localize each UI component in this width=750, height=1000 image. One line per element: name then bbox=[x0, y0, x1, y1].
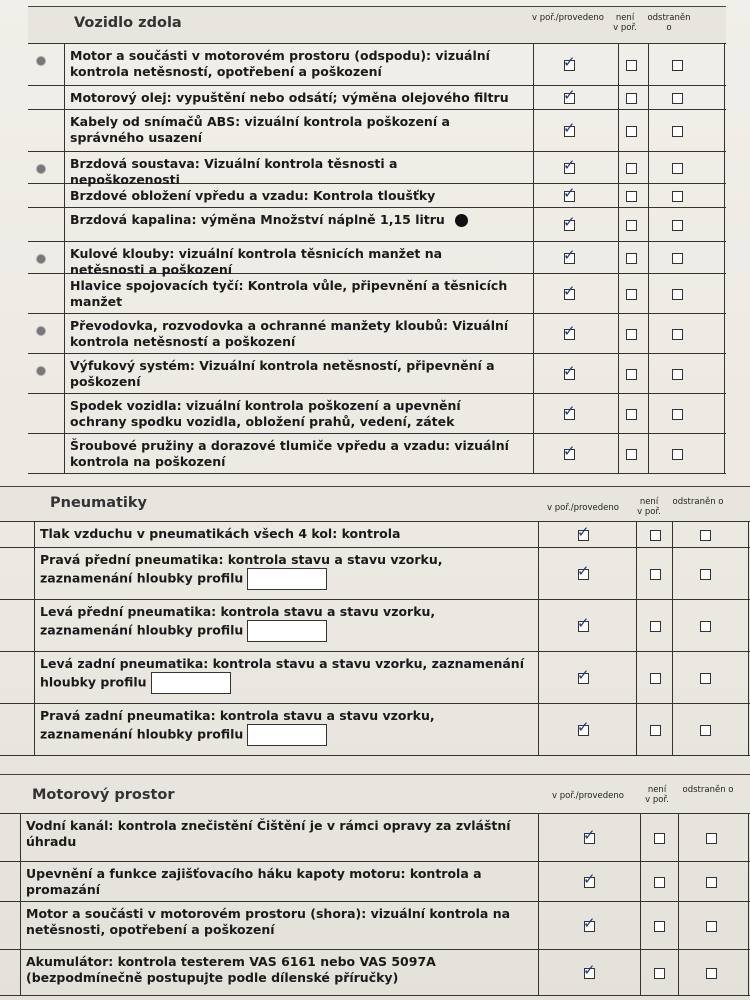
column-divider bbox=[64, 152, 65, 183]
row-label-text: Akumulátor: kontrola testerem VAS 6161 nebo VAS 5097A (bezpodmínečně postupujte podle dílenské příručky) bbox=[26, 954, 436, 985]
row-label-text: Motor a součásti v motorovém prostoru (shora): vizuální kontrola na netěsnosti, opotřebení a poškození bbox=[26, 906, 511, 937]
column-divider bbox=[724, 354, 725, 393]
checkmark-icon: ✓ bbox=[563, 322, 576, 340]
checklist-row bbox=[28, 354, 726, 394]
row-label bbox=[70, 90, 510, 106]
checklist-row bbox=[28, 208, 726, 242]
column-divider bbox=[618, 44, 619, 85]
column-divider bbox=[618, 152, 619, 183]
column-divider bbox=[672, 548, 673, 599]
column-divider bbox=[618, 434, 619, 473]
row-label bbox=[26, 906, 526, 938]
column-divider bbox=[724, 110, 725, 151]
column-divider bbox=[724, 274, 725, 313]
column-divider bbox=[20, 814, 21, 861]
row-label bbox=[40, 604, 530, 642]
column-divider bbox=[618, 274, 619, 313]
column-divider bbox=[678, 902, 679, 949]
column-divider bbox=[533, 208, 534, 241]
column-divider bbox=[64, 394, 65, 433]
row-label-text: Kulové klouby: vizuální kontrola těsnicích manžet na netěsnosti a poškození bbox=[70, 246, 443, 277]
column-header-not-ok: není v poř. bbox=[613, 13, 637, 33]
column-divider bbox=[648, 44, 649, 85]
column-divider bbox=[538, 814, 539, 861]
column-divider bbox=[34, 548, 35, 599]
row-label bbox=[40, 552, 530, 590]
checkbox-fixed[interactable] bbox=[700, 673, 711, 684]
column-divider bbox=[64, 44, 65, 85]
row-label-text: Motorový olej: vypuštění nebo odsátí; výměna olejového filtru bbox=[70, 90, 509, 105]
checkbox-not-ok[interactable] bbox=[626, 163, 637, 174]
column-divider bbox=[748, 902, 749, 949]
column-divider bbox=[64, 184, 65, 207]
row-label-text: Brzdová soustava: Vizuální kontrola těsnosti a nepoškozenosti bbox=[70, 156, 398, 187]
column-divider bbox=[648, 274, 649, 313]
checkbox-fixed[interactable] bbox=[700, 569, 711, 580]
column-divider bbox=[533, 394, 534, 433]
checkbox-not-ok[interactable] bbox=[626, 126, 637, 137]
bullet-icon bbox=[36, 366, 46, 376]
checklist-row bbox=[28, 184, 726, 208]
checklist-row bbox=[0, 548, 750, 600]
column-divider bbox=[748, 600, 749, 651]
row-label bbox=[70, 438, 510, 470]
checklist-row bbox=[28, 110, 726, 152]
checklist-row bbox=[0, 652, 750, 704]
row-label bbox=[70, 188, 510, 204]
section-title: Vozidlo zdola bbox=[74, 15, 182, 31]
checklist-row bbox=[0, 950, 750, 996]
section-header bbox=[28, 7, 726, 44]
checkbox-not-ok[interactable] bbox=[626, 289, 637, 300]
checkbox-not-ok[interactable] bbox=[626, 93, 637, 104]
checkmark-icon: ✓ bbox=[563, 213, 576, 231]
row-label bbox=[40, 708, 530, 746]
checkmark-icon: ✓ bbox=[563, 86, 576, 104]
column-divider bbox=[64, 314, 65, 353]
column-header-not-ok: není v poř. bbox=[637, 497, 661, 517]
column-divider bbox=[648, 314, 649, 353]
checkmark-icon: ✓ bbox=[563, 402, 576, 420]
section-motorovy-prostor bbox=[0, 774, 750, 996]
checkbox-fixed[interactable] bbox=[672, 191, 683, 202]
column-divider bbox=[724, 394, 725, 433]
row-label bbox=[26, 954, 526, 986]
checkbox-fixed[interactable] bbox=[672, 449, 683, 460]
bullet-icon bbox=[36, 254, 46, 264]
column-divider bbox=[724, 314, 725, 353]
column-header-done: v poř./provedeno bbox=[552, 791, 624, 801]
checklist-row bbox=[0, 522, 750, 548]
column-divider bbox=[533, 184, 534, 207]
row-label bbox=[40, 526, 530, 542]
checkbox-fixed[interactable] bbox=[706, 833, 717, 844]
checkmark-icon: ✓ bbox=[563, 362, 576, 380]
column-divider bbox=[648, 394, 649, 433]
section-header bbox=[0, 775, 750, 814]
checklist-row bbox=[0, 862, 750, 902]
row-label bbox=[70, 318, 510, 350]
column-divider bbox=[533, 434, 534, 473]
row-label bbox=[70, 114, 510, 146]
checklist-row bbox=[0, 814, 750, 862]
row-label bbox=[70, 212, 510, 228]
checkbox-not-ok[interactable] bbox=[626, 220, 637, 231]
column-divider bbox=[20, 862, 21, 901]
column-divider bbox=[636, 600, 637, 651]
column-divider bbox=[724, 242, 725, 273]
column-divider bbox=[748, 950, 749, 995]
column-divider bbox=[20, 902, 21, 949]
row-label-text: Spodek vozidla: vizuální kontrola poškození a upevnění ochrany spodku vozidla, obložení prahů, vedení, zátek bbox=[70, 398, 461, 429]
column-divider bbox=[538, 522, 539, 547]
checkmark-icon: ✓ bbox=[577, 614, 590, 632]
column-divider bbox=[533, 44, 534, 85]
checkmark-icon: ✓ bbox=[563, 246, 576, 264]
bullet-icon bbox=[36, 326, 46, 336]
column-header-not-ok: není v poř. bbox=[645, 785, 669, 805]
column-header-fixed: odstraněn o bbox=[672, 497, 724, 507]
row-label-text: Brzdové obložení vpředu a vzadu: Kontrola tloušťky bbox=[70, 188, 436, 203]
column-divider bbox=[533, 314, 534, 353]
column-divider bbox=[618, 314, 619, 353]
checklist-row bbox=[28, 274, 726, 314]
row-label-text: Šroubové pružiny a dorazové tlumiče vpředu a vzadu: vizuální kontrola na poškození bbox=[70, 438, 509, 469]
bullet-icon bbox=[36, 56, 46, 66]
checkbox-fixed[interactable] bbox=[672, 163, 683, 174]
checkbox-fixed[interactable] bbox=[706, 877, 717, 888]
checkbox-fixed[interactable] bbox=[672, 369, 683, 380]
checkbox-not-ok[interactable] bbox=[650, 569, 661, 580]
column-divider bbox=[648, 184, 649, 207]
row-label-text: Vodní kanál: kontrola znečistění Čištění je v rámci opravy za zvláštní úhradu bbox=[26, 818, 511, 849]
column-divider bbox=[724, 184, 725, 207]
checklist-row bbox=[28, 314, 726, 354]
checkbox-not-ok[interactable] bbox=[654, 877, 665, 888]
column-divider bbox=[636, 704, 637, 755]
row-label-text: Tlak vzduchu v pneumatikách všech 4 kol: kontrola bbox=[40, 526, 401, 541]
row-label-text: Výfukový systém: Vizuální kontrola netěsností, připevnění a poškození bbox=[70, 358, 495, 389]
checkbox-fixed[interactable] bbox=[700, 621, 711, 632]
checkmark-icon: ✓ bbox=[563, 119, 576, 137]
column-header-done: v poř./provedeno bbox=[532, 13, 604, 23]
column-divider bbox=[748, 862, 749, 901]
column-divider bbox=[538, 652, 539, 703]
row-label-text: Převodovka, rozvodovka a ochranné manžety kloubů: Vizuální kontrola netěsností a poškození bbox=[70, 318, 509, 349]
column-divider bbox=[724, 86, 725, 109]
column-divider bbox=[34, 600, 35, 651]
column-divider bbox=[672, 704, 673, 755]
section-rows bbox=[28, 44, 726, 474]
checkbox-not-ok[interactable] bbox=[626, 329, 637, 340]
column-divider bbox=[618, 208, 619, 241]
column-divider bbox=[618, 184, 619, 207]
checkbox-fixed[interactable] bbox=[672, 329, 683, 340]
column-header-done: v poř./provedeno bbox=[547, 503, 619, 513]
column-divider bbox=[648, 242, 649, 273]
column-divider bbox=[34, 522, 35, 547]
checkbox-fixed[interactable] bbox=[700, 725, 711, 736]
checkbox-fixed[interactable] bbox=[700, 530, 711, 541]
checkbox-not-ok[interactable] bbox=[654, 921, 665, 932]
tread-depth-input[interactable] bbox=[151, 672, 231, 694]
checkmark-icon: ✓ bbox=[583, 914, 596, 932]
row-label bbox=[26, 818, 526, 850]
column-divider bbox=[64, 86, 65, 109]
section-vozidlo-zdola bbox=[28, 6, 726, 474]
row-label-text: Pravá zadní pneumatika: kontrola stavu a stavu vzorku, zaznamenání hloubky profilu bbox=[40, 708, 435, 742]
section-header bbox=[0, 487, 750, 522]
row-label-text: Brzdová kapalina: výměna Množství náplně 1,15 litru bbox=[70, 212, 445, 227]
checkbox-not-ok[interactable] bbox=[626, 409, 637, 420]
column-divider bbox=[538, 902, 539, 949]
column-divider bbox=[34, 652, 35, 703]
column-divider bbox=[748, 548, 749, 599]
column-divider bbox=[533, 86, 534, 109]
row-label bbox=[70, 358, 510, 390]
column-divider bbox=[538, 548, 539, 599]
checkmark-icon: ✓ bbox=[577, 718, 590, 736]
row-label bbox=[40, 656, 530, 694]
checklist-row bbox=[28, 86, 726, 110]
column-divider bbox=[636, 548, 637, 599]
checklist-row bbox=[28, 394, 726, 434]
checkbox-fixed[interactable] bbox=[672, 220, 683, 231]
column-divider bbox=[672, 600, 673, 651]
checkbox-not-ok[interactable] bbox=[650, 673, 661, 684]
checklist-row bbox=[28, 152, 726, 187]
column-divider bbox=[533, 110, 534, 151]
checkmark-icon: ✓ bbox=[577, 666, 590, 684]
checkmark-icon: ✓ bbox=[583, 826, 596, 844]
black-dot-icon bbox=[455, 214, 468, 227]
column-divider bbox=[538, 600, 539, 651]
column-header-fixed: odstraněn o bbox=[682, 785, 734, 795]
checkbox-not-ok[interactable] bbox=[650, 530, 661, 541]
column-divider bbox=[648, 434, 649, 473]
column-divider bbox=[748, 652, 749, 703]
column-divider bbox=[640, 950, 641, 995]
column-divider bbox=[678, 814, 679, 861]
checkmark-icon: ✓ bbox=[577, 523, 590, 541]
checkbox-fixed[interactable] bbox=[672, 126, 683, 137]
checkbox-fixed[interactable] bbox=[672, 289, 683, 300]
column-divider bbox=[640, 814, 641, 861]
column-divider bbox=[34, 704, 35, 755]
column-divider bbox=[538, 704, 539, 755]
checkbox-not-ok[interactable] bbox=[626, 449, 637, 460]
column-divider bbox=[672, 652, 673, 703]
column-divider bbox=[648, 110, 649, 151]
column-divider bbox=[533, 152, 534, 183]
column-divider bbox=[20, 950, 21, 995]
column-divider bbox=[724, 434, 725, 473]
tread-depth-input[interactable] bbox=[247, 568, 327, 590]
section-rows bbox=[0, 522, 750, 756]
checkbox-not-ok[interactable] bbox=[626, 60, 637, 71]
checkmark-icon: ✓ bbox=[563, 184, 576, 202]
row-label-text: Levá přední pneumatika: kontrola stavu a stavu vzorku, zaznamenání hloubky profilu bbox=[40, 604, 436, 638]
row-label bbox=[70, 278, 510, 310]
column-divider bbox=[533, 274, 534, 313]
column-divider bbox=[64, 242, 65, 273]
section-title: Pneumatiky bbox=[50, 495, 147, 511]
tread-depth-input[interactable] bbox=[247, 724, 327, 746]
column-divider bbox=[533, 242, 534, 273]
checklist-row bbox=[28, 242, 726, 277]
tread-depth-input[interactable] bbox=[247, 620, 327, 642]
checkbox-not-ok[interactable] bbox=[654, 833, 665, 844]
column-divider bbox=[64, 354, 65, 393]
column-divider bbox=[672, 522, 673, 547]
column-divider bbox=[648, 152, 649, 183]
column-divider bbox=[64, 274, 65, 313]
column-divider bbox=[64, 110, 65, 151]
checkbox-fixed[interactable] bbox=[672, 409, 683, 420]
column-divider bbox=[724, 152, 725, 183]
row-label-text: Motor a součásti v motorovém prostoru (odspodu): vizuální kontrola netěsností, opotřebení a poškození bbox=[70, 48, 490, 79]
column-divider bbox=[538, 950, 539, 995]
column-divider bbox=[618, 242, 619, 273]
column-divider bbox=[636, 522, 637, 547]
row-label-text: Kabely od snímačů ABS: vizuální kontrola poškození a správného usazení bbox=[70, 114, 450, 145]
column-divider bbox=[678, 862, 679, 901]
checkbox-not-ok[interactable] bbox=[626, 191, 637, 202]
column-divider bbox=[648, 86, 649, 109]
row-label-text: Hlavice spojovacích tyčí: Kontrola vůle, připevnění a těsnicích manžet bbox=[70, 278, 508, 309]
row-label-text: Pravá přední pneumatika: kontrola stavu a stavu vzorku, zaznamenání hloubky profilu bbox=[40, 552, 443, 586]
column-divider bbox=[748, 704, 749, 755]
checkmark-icon: ✓ bbox=[583, 961, 596, 979]
checklist-row bbox=[0, 600, 750, 652]
checkbox-not-ok[interactable] bbox=[654, 968, 665, 979]
checkmark-icon: ✓ bbox=[583, 870, 596, 888]
row-label-text: Upevnění a funkce zajišťovacího háku kapoty motoru: kontrola a promazání bbox=[26, 866, 482, 897]
column-divider bbox=[618, 110, 619, 151]
column-divider bbox=[748, 814, 749, 861]
checkbox-not-ok[interactable] bbox=[626, 253, 637, 264]
section-rows bbox=[0, 814, 750, 996]
checkmark-icon: ✓ bbox=[563, 53, 576, 71]
column-divider bbox=[636, 652, 637, 703]
checkbox-fixed[interactable] bbox=[672, 253, 683, 264]
checkbox-fixed[interactable] bbox=[706, 921, 717, 932]
column-divider bbox=[618, 86, 619, 109]
checkmark-icon: ✓ bbox=[563, 282, 576, 300]
checklist-row bbox=[0, 704, 750, 756]
column-divider bbox=[724, 44, 725, 85]
checkbox-not-ok[interactable] bbox=[650, 621, 661, 632]
checkmark-icon: ✓ bbox=[577, 562, 590, 580]
row-label bbox=[70, 48, 510, 80]
checkmark-icon: ✓ bbox=[563, 442, 576, 460]
section-pneumatiky bbox=[0, 486, 750, 756]
row-label-text: Levá zadní pneumatika: kontrola stavu a stavu vzorku, zaznamenání hloubky profilu bbox=[40, 656, 524, 690]
checkbox-fixed[interactable] bbox=[672, 60, 683, 71]
column-divider bbox=[678, 950, 679, 995]
checklist-row bbox=[0, 902, 750, 950]
column-divider bbox=[64, 208, 65, 241]
column-divider bbox=[640, 902, 641, 949]
checkbox-fixed[interactable] bbox=[672, 93, 683, 104]
checklist-row bbox=[28, 44, 726, 86]
checkbox-fixed[interactable] bbox=[706, 968, 717, 979]
column-divider bbox=[648, 208, 649, 241]
column-header-fixed: odstraněn o bbox=[647, 13, 691, 33]
checkbox-not-ok[interactable] bbox=[626, 369, 637, 380]
row-label bbox=[26, 866, 526, 898]
column-divider bbox=[538, 862, 539, 901]
column-divider bbox=[640, 862, 641, 901]
column-divider bbox=[618, 354, 619, 393]
checkmark-icon: ✓ bbox=[563, 156, 576, 174]
checklist-row bbox=[28, 434, 726, 474]
column-divider bbox=[648, 354, 649, 393]
bullet-icon bbox=[36, 164, 46, 174]
column-divider bbox=[64, 434, 65, 473]
row-label bbox=[70, 398, 510, 430]
column-divider bbox=[618, 394, 619, 433]
section-title: Motorový prostor bbox=[32, 787, 175, 803]
column-divider bbox=[533, 354, 534, 393]
checkbox-not-ok[interactable] bbox=[650, 725, 661, 736]
column-divider bbox=[724, 208, 725, 241]
column-divider bbox=[748, 522, 749, 547]
